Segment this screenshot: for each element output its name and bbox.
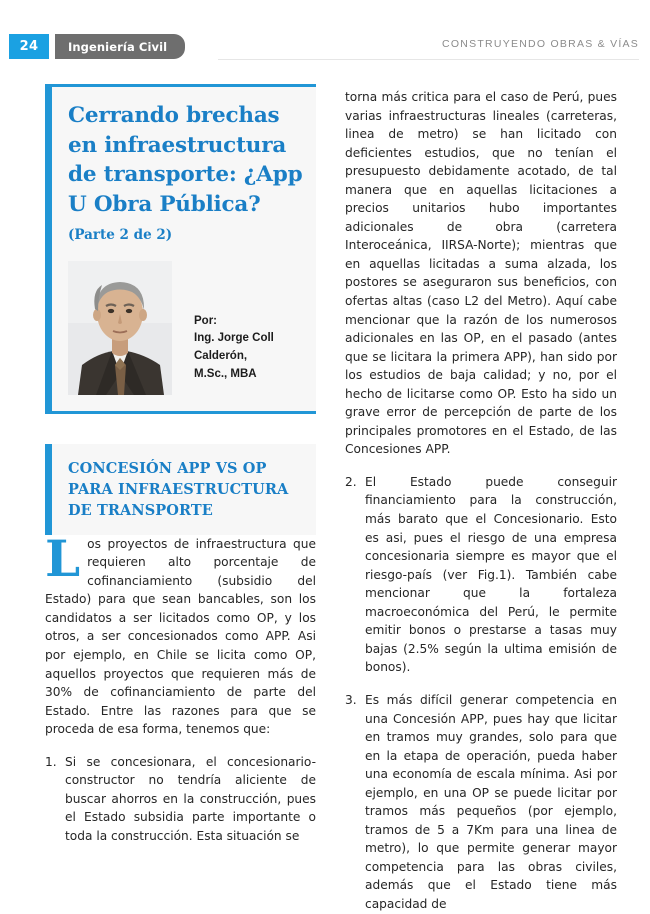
section-heading bbox=[45, 444, 316, 535]
page-number-badge: 24 bbox=[9, 34, 49, 59]
running-head: CONSTRUYENDO OBRAS & VÍAS bbox=[442, 38, 639, 50]
author-name-line1: Ing. Jorge Coll bbox=[194, 332, 274, 345]
list-item: El Estado puede conseguir financiamiento para la construcción, más barato que el Concesionario. Esto es asi, pues el riesgo de una empresa concesionaria siempre es mayor que el riesgo-país (ver Fig.1). También cabe mencionar que la fortaleza macroeconómica del Perú, le permite emitir bonos o prestarse a tasas muy bajas (2.5% según la ultima emisión de bonos). bbox=[365, 474, 617, 675]
header-divider bbox=[218, 59, 639, 60]
article-subtitle: (Parte 2 de 2) bbox=[68, 226, 173, 243]
author-block bbox=[68, 261, 306, 401]
left-numbered-list bbox=[45, 753, 316, 846]
list-item: Si se concesionara, el concesionario-constructor no tendría aliciente de buscar ahorros en la construcción, pues el Estado subsidia parte importante o toda la construcción. Esta situación se bbox=[65, 754, 316, 843]
section-heading-text bbox=[68, 458, 306, 521]
list-item: Es más difícil generar competencia en una Concesión APP, pues hay que licitar en tramos muy grandes, solo para que en la etapa de operación, pueda haber una economía de escala mínima. Asi por ejemplo, en una OP se puede licitar por tramos más pequeños (por ejemplo, tramos de 5 a 7Km para una linea de metro), lo que permite generar mayor competencia para las obras civiles, además que el Estado tiene más capacidad de bbox=[365, 692, 617, 911]
left-column-body bbox=[45, 528, 316, 846]
section-tab: Ingeniería Civil bbox=[55, 34, 185, 59]
left-column bbox=[45, 84, 316, 845]
author-photo bbox=[68, 261, 172, 395]
title-panel bbox=[45, 84, 316, 414]
section-heading-line-1: CONCESIÓN APP VS OP bbox=[68, 459, 267, 477]
author-credentials: M.Sc., MBA bbox=[194, 368, 257, 381]
page-header bbox=[0, 34, 650, 60]
author-label: Por: bbox=[194, 314, 217, 327]
section-heading-line-2: PARA INFRAESTRUCTURA bbox=[68, 480, 289, 498]
article-title: Cerrando brechas en infraestructura de transporte: ¿App U Obra Pública? bbox=[68, 103, 303, 217]
right-column bbox=[345, 88, 617, 914]
right-column-body bbox=[345, 88, 617, 914]
right-numbered-list bbox=[345, 473, 617, 914]
section-heading-line-3: DE TRANSPORTE bbox=[68, 501, 213, 519]
continued-paragraph: torna más critica para el caso de Perú, pues varias infraestructuras lineales (carreteras, linea de metro) se han licitado con deficientes estudios, que no tenían el presupuesto debidamente acotado, de tal manera que en aquellas licitaciones a precios unitarios hubo importantes adicionales de obra (carretera Interoceánica, IIRSA-Norte); mientras que en aquellas licitadas a suma alzada, los postores se aseguraron sus beneficios, con ofertas altas (caso L2 del Metro). Aquí cabe mencionar que la razón de los numerosos adicionales en las OP, en el pasado (antes que se licitara la primera APP), han sido por los estudios de baja calidad; y no, por el hecho de licitarse como OP. Esto ha sido un grave error de percepción de parte de los principales promotores en el Estado, de las Concesiones APP. bbox=[345, 90, 617, 457]
lead-paragraph: Los proyectos de infraestructura que requieren alto porcentaje de cofinanciamiento (subsidio del Estado) para que sean bancables, son los candidatos a ser licitados como OP, y los otros, a ser concesionados como APP. Asi por ejemplo, en Chile se licita como OP, aquellos proyectos que requieren más de 30% de cofinanciamiento de parte del Estado. Entre las razones para que se proceda de esa forma, tenemos que: bbox=[45, 528, 316, 737]
author-meta bbox=[194, 261, 274, 384]
author-name-line2: Calderón, bbox=[194, 350, 248, 363]
